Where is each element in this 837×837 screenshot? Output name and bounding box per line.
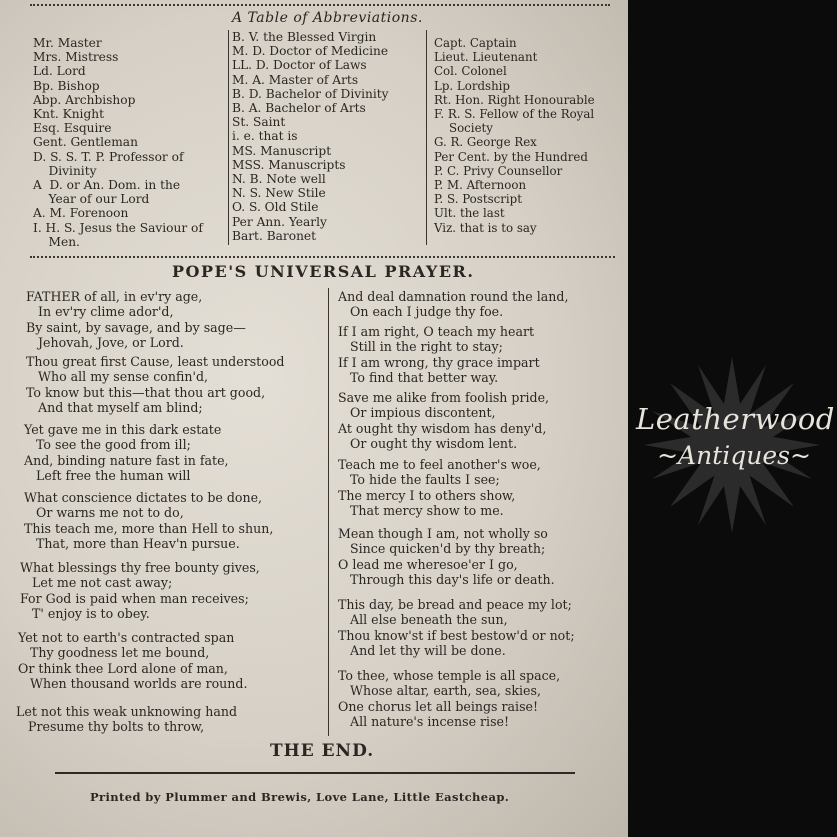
bottom-rule (55, 772, 575, 774)
right-stanza-2: If I am right, O teach my heart Still in the right to stay; If I am wrong, thy grace impart To find that better way. (338, 324, 540, 386)
left-stanza-3: Yet gave me in this dark estate To see the good from ill; And, binding nature fast in fate, Left free the human will (24, 422, 229, 484)
right-stanza-5: Mean though I am, not wholly so Since quicken'd by thy breath; O lead me wheresoe'er I go, Through this day's life or death. (338, 526, 555, 588)
left-stanza-4: What conscience dictates to be done, Or warns me not to do, This teach me, more than Hell to shun, That, more than Heav'n pursue. (24, 490, 274, 552)
top-dotted-rule (30, 4, 610, 6)
left-stanza-1: FATHER of all, in ev'ry age, In ev'ry clime ador'd, By saint, by savage, and by sage— Jehovah, Jove, or Lord. (26, 289, 246, 351)
mid-dotted-rule (30, 256, 615, 258)
right-stanza-1: And deal damnation round the land, On each I judge thy foe. (338, 289, 569, 320)
left-stanza-7: Let not this weak unknowing hand Presume thy bolts to throw, (16, 704, 237, 735)
right-stanza-3: Save me alike from foolish pride, Or impious discontent, At ought thy wisdom has deny'd, Or ought thy wisdom lent. (338, 390, 550, 452)
logo-wordmark-leatherwood: Leatherwood (636, 402, 835, 436)
right-stanza-7: To thee, whose temple is all space, Whose altar, earth, sea, skies, One chorus let all beings raise! All nature's incense rise! (338, 668, 561, 730)
abbr-divider-1 (228, 30, 229, 245)
abbr-divider-2 (426, 30, 427, 245)
abbr-column-1: Mr. Master Mrs. Mistress Ld. Lord Bp. Bishop Abp. Archbishop Knt. Knight Esq. Esquire Gent. Gentleman D. S. S. T. P. Professor of Divinity A D. or An. Dom. in the Year of our Lord A. M. Forenoon I. H. S. Jesus the Saviour of Men. (33, 36, 203, 249)
right-stanza-4: Teach me to feel another's woe, To hide the faults I see; The mercy I to others show, That mercy show to me. (338, 457, 541, 519)
abbreviations-title: A Table of Abbreviations. (232, 10, 423, 26)
left-stanza-5: What blessings thy free bounty gives, Let me not cast away; For God is paid when man receives; T' enjoy is to obey. (20, 560, 260, 622)
left-stanza-6: Yet not to earth's contracted span Thy goodness let me bound, Or think thee Lord alone of man, When thousand worlds are round. (18, 630, 248, 692)
printer-imprint: Printed by Plummer and Brewis, Love Lane, Little Eastcheap. (90, 790, 510, 804)
right-stanza-6: This day, be bread and peace my lot; All else beneath the sun, Thou know'st if best bestow'd or not; And let thy will be done. (338, 597, 575, 659)
poem-title: POPE'S UNIVERSAL PRAYER. (172, 262, 475, 281)
the-end-label: THE END. (270, 741, 375, 761)
abbr-column-2: B. V. the Blessed Virgin M. D. Doctor of Medicine LL. D. Doctor of Laws M. A. Master of Arts B. D. Bachelor of Divinity B. A. Bachelor of Arts St. Saint i. e. that is MS. Manuscript MSS. Manuscripts N. B. Note well N. S. New Stile O. S. Old Stile Per Ann. Yearly Bart. Baronet (232, 30, 389, 243)
logo-wordmark-antiques: ~Antiques~ (657, 441, 811, 470)
poem-column-divider (328, 288, 329, 736)
abbr-column-3: Capt. Captain Lieut. Lieutenant Col. Colonel Lp. Lordship Rt. Hon. Right Honourable F. R. S. Fellow of the Royal Society G. R. George Rex Per Cent. by the Hundred P. C. Privy Counsellor P. M. Afternoon P. S. Postscript Ult. the last Viz. that is to say (434, 36, 595, 235)
left-stanza-2: Thou great first Cause, least understood Who all my sense confin'd, To know but this—that thou art good, And that myself am blind; (26, 354, 285, 416)
